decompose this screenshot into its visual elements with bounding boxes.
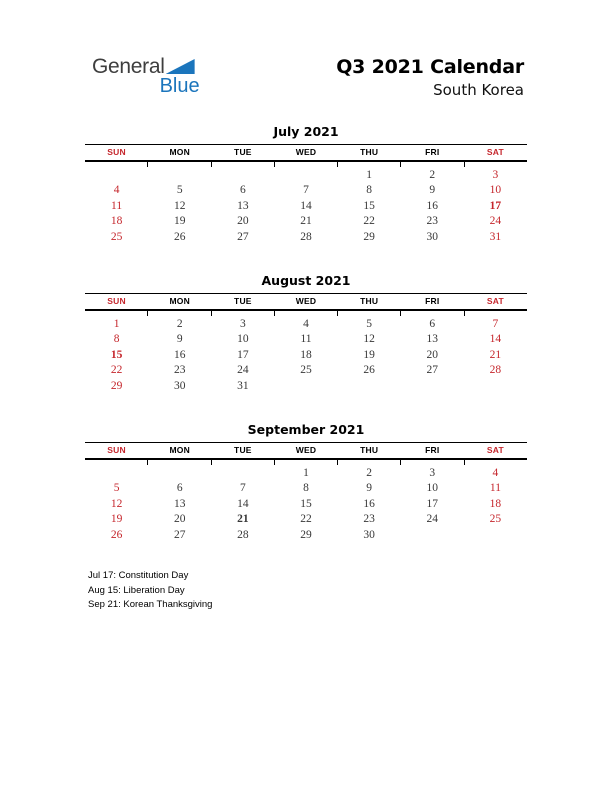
- date-cell: 25: [489, 513, 502, 526]
- date-cell: 19: [173, 215, 186, 228]
- date-cell: 20: [237, 215, 249, 228]
- calendar-grid-july: [85, 144, 527, 245]
- column-tick: [85, 460, 148, 465]
- date-cell: 24: [426, 513, 439, 526]
- date-cell: 24: [237, 364, 249, 377]
- date-cell: 2: [366, 466, 372, 479]
- date-cell: 5: [366, 317, 372, 330]
- day-header-fri: FRI: [425, 445, 440, 455]
- week-row: [85, 496, 527, 512]
- date-cell: 20: [426, 348, 439, 361]
- column-tick: [212, 311, 275, 316]
- date-cell: 31: [237, 379, 249, 392]
- day-header-tue: TUE: [234, 445, 252, 455]
- date-cell: 13: [426, 333, 439, 346]
- date-cell: 27: [173, 528, 186, 541]
- month-section-august: [85, 273, 527, 394]
- date-cell: 1: [366, 168, 372, 181]
- date-cell: 8: [113, 333, 120, 346]
- date-cell: 10: [489, 184, 502, 197]
- week-row: [85, 198, 527, 214]
- holiday-note-korean-thanksgiving: Sep 21: Korean Thanksgiving: [88, 599, 213, 611]
- week-row: [85, 465, 527, 481]
- holiday-note-constitution-day: Jul 17: Constitution Day: [88, 570, 189, 581]
- date-cell: 19: [363, 348, 375, 361]
- date-cell: 4: [492, 466, 499, 479]
- date-cell: 29: [300, 528, 312, 541]
- column-tick: [401, 460, 464, 465]
- month-title-september: September 2021: [247, 422, 365, 437]
- column-tick: [465, 162, 527, 167]
- calendar-grid-august: [85, 293, 527, 394]
- week-row: [85, 527, 527, 543]
- week-row: [85, 229, 527, 245]
- date-cell: 10: [237, 333, 249, 346]
- column-tick: [212, 162, 275, 167]
- date-cell: 15: [300, 497, 312, 510]
- date-cell: 16: [173, 348, 186, 361]
- day-header-sun: SUN: [107, 147, 126, 157]
- month-title-august: August 2021: [261, 273, 351, 288]
- date-cell: 27: [237, 230, 249, 243]
- column-tick: [465, 311, 527, 316]
- column-tick: [338, 162, 401, 167]
- date-cell: 26: [110, 528, 123, 541]
- day-header-wed: WED: [295, 445, 317, 455]
- week-row: [85, 332, 527, 348]
- date-cell: 22: [110, 364, 123, 377]
- day-header-thu: THU: [360, 147, 379, 157]
- date-cell: 25: [110, 230, 123, 243]
- date-cell: 2: [176, 317, 183, 330]
- date-cell: 1: [113, 317, 120, 330]
- date-cell: 20: [173, 513, 186, 526]
- day-header-sun: SUN: [107, 445, 126, 455]
- date-cell: 18: [300, 348, 312, 361]
- date-cell: 27: [426, 364, 439, 377]
- date-cell: 1: [303, 466, 309, 479]
- day-header-tue: TUE: [234, 147, 252, 157]
- date-cell: 14: [237, 497, 249, 510]
- day-header-thu: THU: [360, 296, 379, 306]
- date-cell: 6: [176, 482, 183, 495]
- day-header-mon: MON: [169, 296, 190, 306]
- date-cell: 7: [303, 184, 309, 197]
- date-cell: 18: [110, 215, 123, 228]
- day-header-row: [85, 144, 527, 162]
- column-tick: [401, 311, 464, 316]
- date-cell: 28: [237, 528, 249, 541]
- week-row: [85, 512, 527, 528]
- date-cell: 26: [363, 364, 375, 377]
- week-row: [85, 378, 527, 394]
- date-cell: 9: [176, 333, 183, 346]
- date-cell: 23: [426, 215, 439, 228]
- date-cell: 19: [110, 513, 123, 526]
- date-cell: 4: [113, 184, 120, 197]
- column-tick: [275, 162, 338, 167]
- column-tick: [85, 162, 148, 167]
- date-cell: 3: [429, 466, 436, 479]
- date-cell: 26: [173, 230, 186, 243]
- column-tick: [148, 460, 211, 465]
- date-cell: 2: [429, 168, 436, 181]
- date-cell: 28: [489, 364, 502, 377]
- date-cell: 16: [426, 199, 439, 212]
- column-tick-row: [85, 311, 527, 316]
- date-cell: 4: [303, 317, 309, 330]
- date-cell: 11: [111, 199, 123, 212]
- date-cell: 30: [363, 528, 375, 541]
- date-cell: 30: [173, 379, 186, 392]
- date-cell: 18: [489, 497, 502, 510]
- date-cell: 10: [426, 482, 439, 495]
- date-cell: 23: [363, 513, 375, 526]
- holiday-notes-list: [88, 569, 212, 613]
- day-header-thu: THU: [360, 445, 379, 455]
- date-cell: 30: [426, 230, 439, 243]
- column-tick: [338, 460, 401, 465]
- logo-text-general: General: [92, 55, 165, 78]
- date-cell: 21: [489, 348, 502, 361]
- page-title: Q3 2021 Calendar: [336, 56, 524, 78]
- date-cell: 12: [173, 199, 186, 212]
- date-cell: 13: [173, 497, 186, 510]
- column-tick: [212, 460, 275, 465]
- column-tick: [338, 311, 401, 316]
- date-cell: 22: [363, 215, 375, 228]
- week-row: [85, 363, 527, 379]
- week-row: [85, 347, 527, 363]
- date-cell: 6: [239, 184, 246, 197]
- date-cell: 15: [363, 199, 375, 212]
- date-cell: 7: [239, 482, 246, 495]
- column-tick-row: [85, 460, 527, 465]
- week-row: [85, 316, 527, 332]
- date-cell: 7: [492, 317, 499, 330]
- date-cell: 9: [366, 482, 372, 495]
- day-header-wed: WED: [295, 147, 317, 157]
- week-row: [85, 481, 527, 497]
- date-cell: 14: [489, 333, 502, 346]
- date-cell: 16: [363, 497, 375, 510]
- date-cell: 6: [429, 317, 436, 330]
- month-section-september: [85, 422, 527, 543]
- date-cell: 11: [489, 482, 501, 495]
- column-tick-row: [85, 162, 527, 167]
- day-header-sat: SAT: [486, 147, 504, 157]
- day-header-sat: SAT: [486, 445, 504, 455]
- date-cell: 24: [489, 215, 502, 228]
- date-cell: 8: [366, 184, 372, 197]
- date-cell: 3: [239, 317, 246, 330]
- date-cell: 14: [300, 199, 312, 212]
- date-cell: 21: [237, 513, 249, 526]
- date-cell: 8: [303, 482, 309, 495]
- date-cell: 25: [300, 364, 312, 377]
- date-cell: 13: [237, 199, 249, 212]
- day-header-row: [85, 442, 527, 460]
- column-tick: [148, 162, 211, 167]
- page-subtitle: South Korea: [433, 80, 524, 99]
- date-cell: 17: [237, 348, 249, 361]
- day-header-fri: FRI: [425, 296, 440, 306]
- date-cell: 21: [300, 215, 312, 228]
- month-section-july: [85, 124, 527, 245]
- day-header-tue: TUE: [234, 296, 252, 306]
- date-cell: 23: [173, 364, 186, 377]
- logo-triangle-icon: [166, 59, 195, 74]
- date-cell: 22: [300, 513, 312, 526]
- date-cell: 15: [110, 348, 123, 361]
- date-cell: 29: [363, 230, 375, 243]
- logo-top-row: [92, 56, 195, 77]
- holiday-note-liberation-day: Aug 15: Liberation Day: [88, 584, 185, 596]
- day-header-wed: WED: [295, 296, 317, 306]
- day-header-mon: MON: [169, 147, 190, 157]
- day-header-mon: MON: [169, 445, 190, 455]
- day-header-sat: SAT: [486, 296, 504, 306]
- day-header-row: [85, 293, 527, 311]
- date-cell: 11: [300, 333, 312, 346]
- day-header-fri: FRI: [425, 147, 440, 157]
- date-cell: 29: [110, 379, 123, 392]
- column-tick: [465, 460, 527, 465]
- date-cell: 17: [426, 497, 439, 510]
- title-block: [336, 56, 524, 99]
- general-blue-logo: [92, 55, 200, 97]
- column-tick: [275, 311, 338, 316]
- date-cell: 3: [492, 168, 499, 181]
- logo-text-blue: Blue: [159, 75, 200, 97]
- calendar-grid-september: [85, 442, 527, 543]
- date-cell: 31: [489, 230, 502, 243]
- column-tick: [85, 311, 148, 316]
- date-cell: 28: [300, 230, 312, 243]
- date-cell: 5: [176, 184, 183, 197]
- date-cell: 17: [489, 199, 502, 212]
- column-tick: [401, 162, 464, 167]
- week-row: [85, 167, 527, 183]
- column-tick: [275, 460, 338, 465]
- date-cell: 9: [429, 184, 436, 197]
- date-cell: 5: [113, 482, 120, 495]
- column-tick: [148, 311, 211, 316]
- month-title-july: July 2021: [273, 124, 339, 139]
- date-cell: 12: [363, 333, 375, 346]
- date-cell: 12: [110, 497, 123, 510]
- week-row: [85, 183, 527, 199]
- week-row: [85, 214, 527, 230]
- day-header-sun: SUN: [107, 296, 126, 306]
